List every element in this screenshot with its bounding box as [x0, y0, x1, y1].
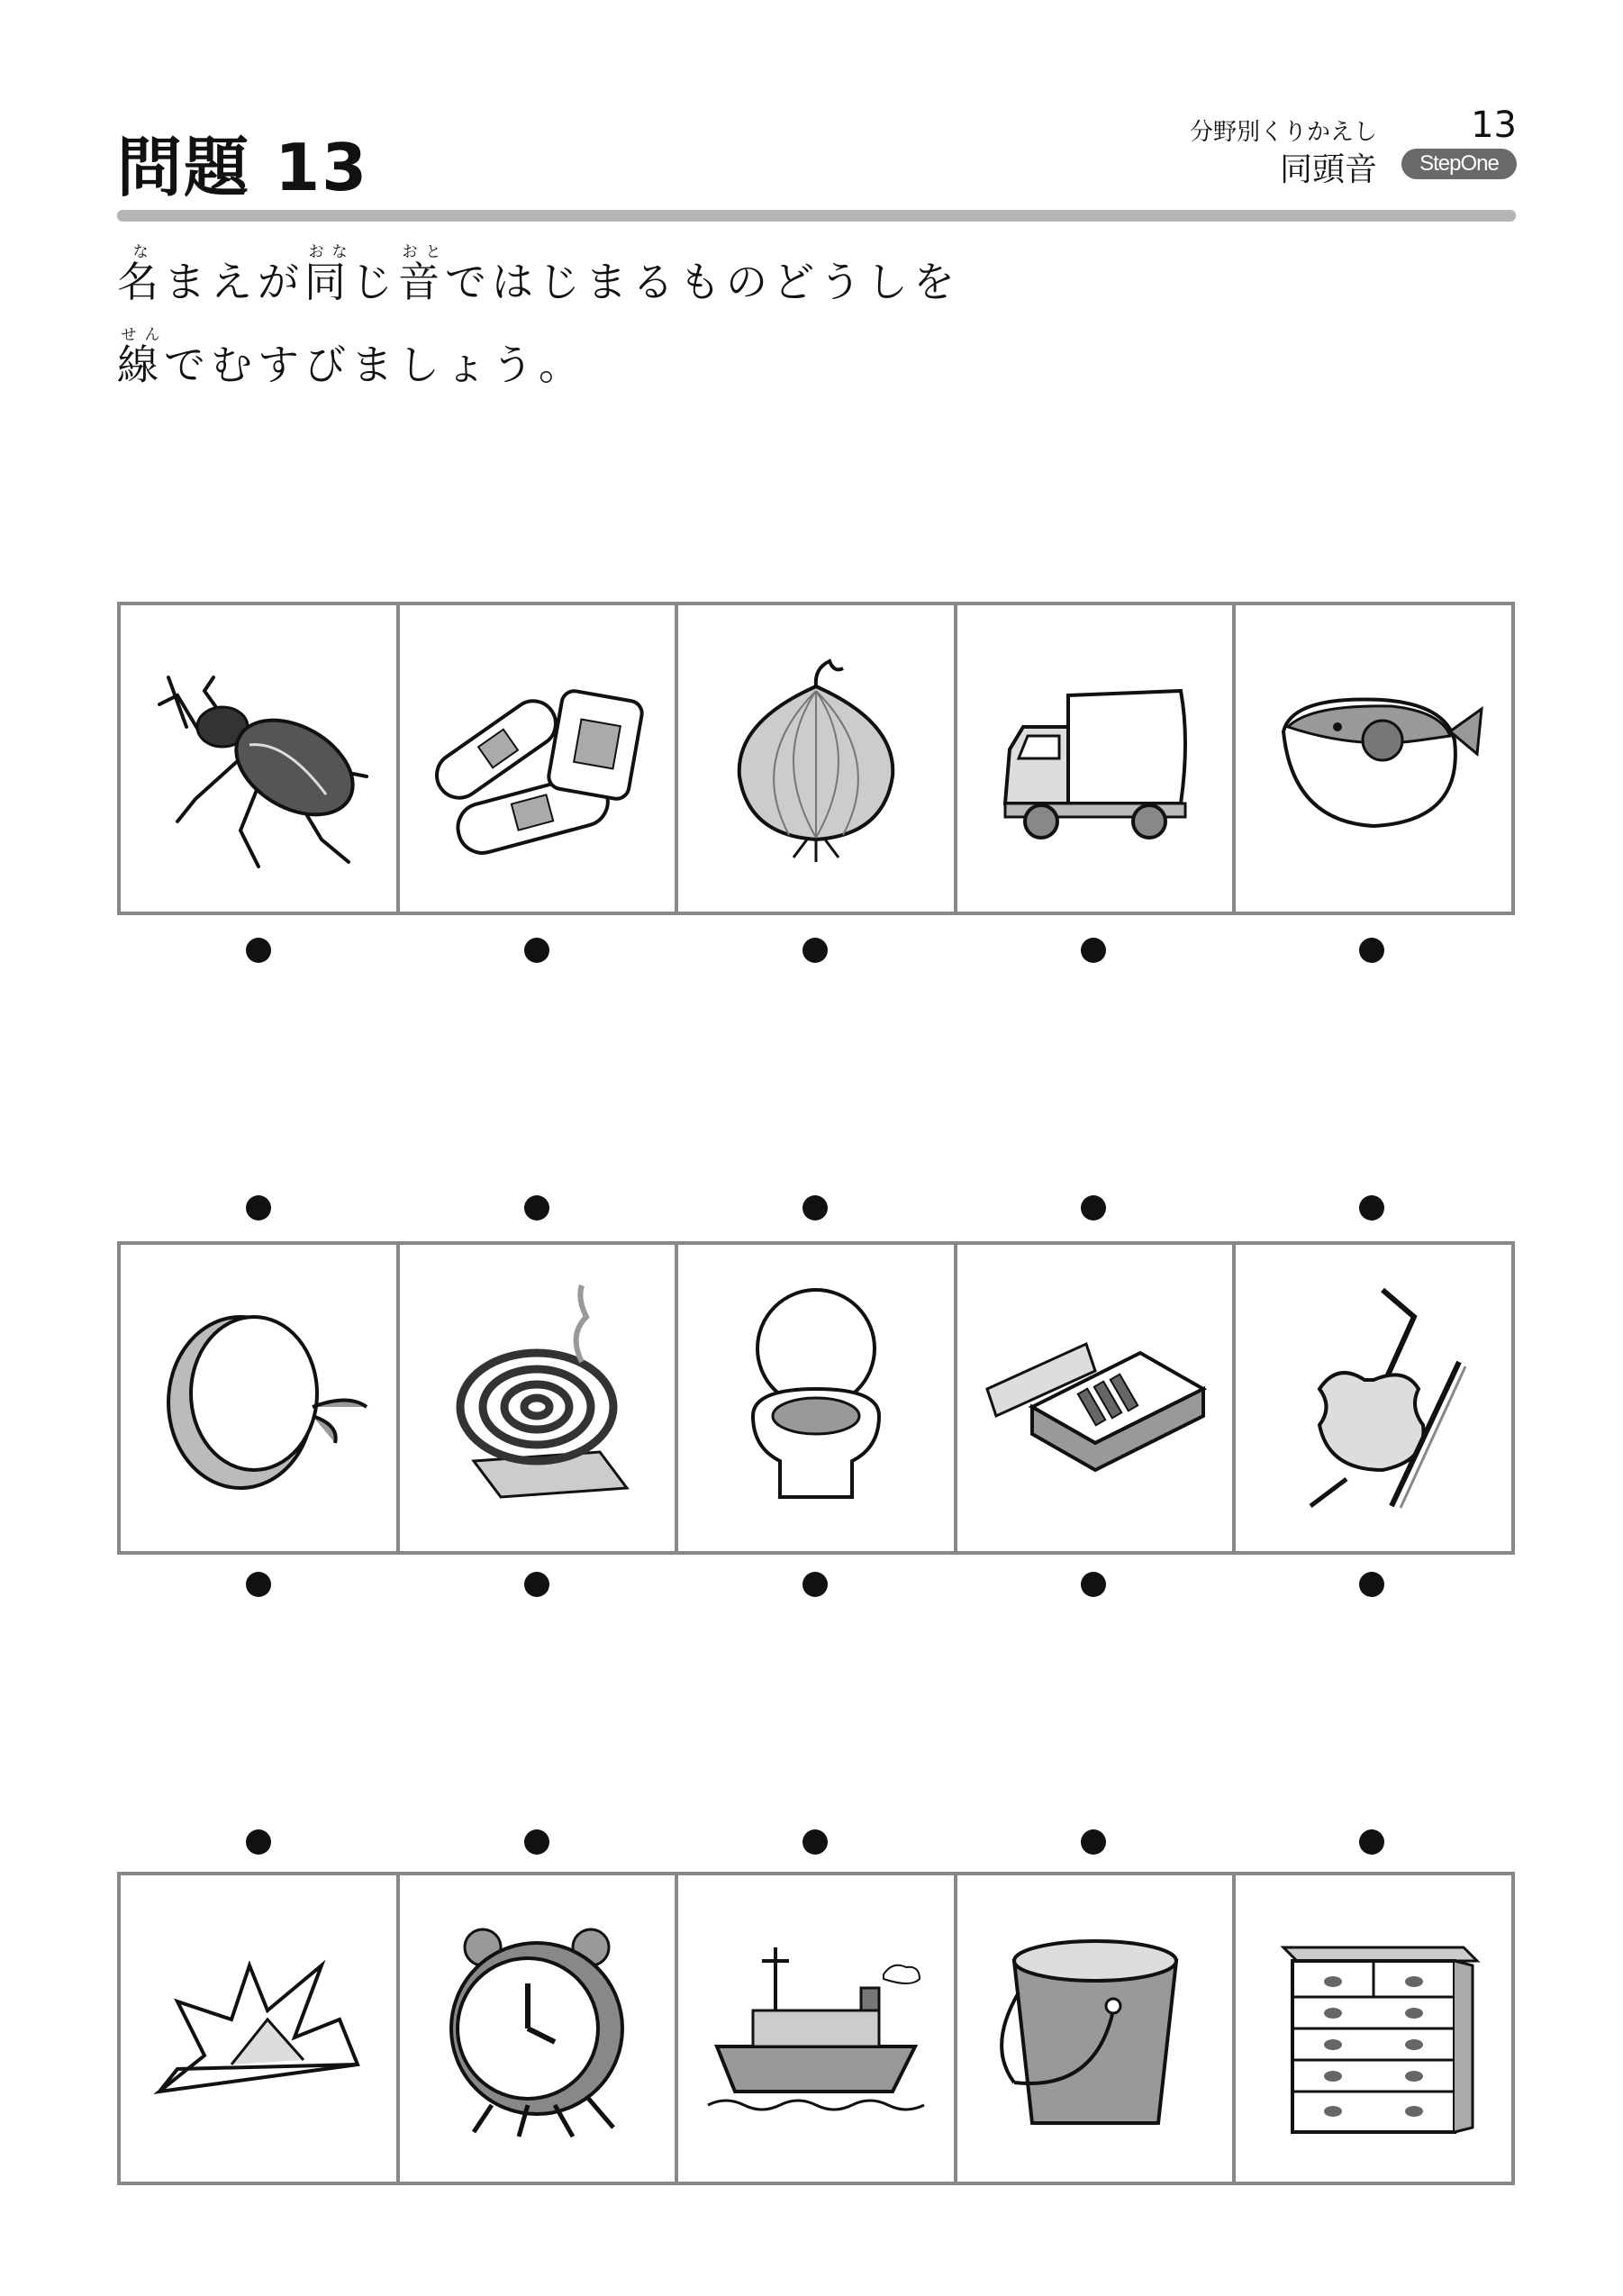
connect-dot[interactable]: [1359, 938, 1384, 963]
cell-crayon-box: [957, 1245, 1237, 1551]
mosquito-coil-icon: [420, 1281, 654, 1515]
connect-dot[interactable]: [524, 938, 549, 963]
connect-dot[interactable]: [246, 938, 271, 963]
toilet-icon: [699, 1281, 933, 1515]
instruction-line-2: 線せんでむすびましょう。: [117, 326, 585, 389]
header-meta: [1138, 104, 1517, 189]
cell-bucket: [957, 1875, 1237, 2182]
cell-beetle: [121, 605, 400, 912]
connect-dot[interactable]: [1359, 1829, 1384, 1855]
connect-dot[interactable]: [802, 1572, 828, 1597]
onion-icon: [699, 641, 933, 876]
connect-dot[interactable]: [1081, 1829, 1106, 1855]
bucket-icon: [978, 1911, 1212, 2146]
chest-of-drawers-icon: [1256, 1911, 1491, 2146]
connect-dot[interactable]: [246, 1829, 271, 1855]
beetle-icon: [141, 641, 376, 876]
cell-chest-of-drawers: [1236, 1875, 1511, 2182]
cell-ship: [678, 1875, 957, 2182]
picture-row-2: [117, 1241, 1515, 1555]
connect-dot[interactable]: [1081, 1572, 1106, 1597]
cell-toilet: [678, 1245, 957, 1551]
connect-dot[interactable]: [524, 1829, 549, 1855]
step-badge: StepOne: [1401, 149, 1517, 179]
ship-icon: [699, 1911, 933, 2146]
connect-dot[interactable]: [524, 1195, 549, 1221]
page-number: 13: [1471, 104, 1517, 146]
cell-pufferfish: [1236, 605, 1511, 912]
ruby-sen: 線せん: [117, 326, 164, 389]
cell-alarm-clock: [400, 1875, 679, 2182]
alarm-clock-icon: [420, 1911, 654, 2146]
ruby-oto: 音おと: [398, 243, 445, 306]
connect-dot[interactable]: [802, 1195, 828, 1221]
cell-mosquito-coil: [400, 1245, 679, 1551]
connect-dot[interactable]: [802, 938, 828, 963]
picture-row-1: [117, 602, 1515, 915]
connect-dot[interactable]: [1081, 938, 1106, 963]
cell-bandage: [400, 605, 679, 912]
ruby-ona: 同おな: [304, 243, 351, 306]
connect-dot[interactable]: [1359, 1195, 1384, 1221]
bandage-icon: [420, 641, 654, 876]
connect-dot[interactable]: [246, 1195, 271, 1221]
connect-dot[interactable]: [246, 1572, 271, 1597]
cell-truck: [957, 605, 1237, 912]
connect-dot[interactable]: [802, 1829, 828, 1855]
cell-tambourine: [121, 1245, 400, 1551]
connect-dot[interactable]: [1081, 1195, 1106, 1221]
series-label: 分野別くりかえし: [1189, 119, 1377, 146]
cell-paper-helmet: [121, 1875, 400, 2182]
cell-cello: [1236, 1245, 1511, 1551]
crayon-box-icon: [978, 1281, 1212, 1515]
picture-row-3: [117, 1872, 1515, 2185]
cello-icon: [1256, 1281, 1491, 1515]
instruction-line-1: 名なまえが同おなじ音おとではじまるものどうしを: [117, 243, 960, 306]
page-title: 問題 13: [117, 130, 369, 205]
connect-dot[interactable]: [524, 1572, 549, 1597]
ruby-na: 名な: [117, 243, 164, 306]
truck-icon: [978, 641, 1212, 876]
paper-helmet-icon: [141, 1911, 376, 2146]
topic-label: 同頭音: [1279, 151, 1377, 188]
header-rule: [117, 210, 1516, 222]
pufferfish-icon: [1256, 641, 1491, 876]
cell-onion: [678, 605, 957, 912]
connect-dot[interactable]: [1359, 1572, 1384, 1597]
tambourine-icon: [141, 1281, 376, 1515]
